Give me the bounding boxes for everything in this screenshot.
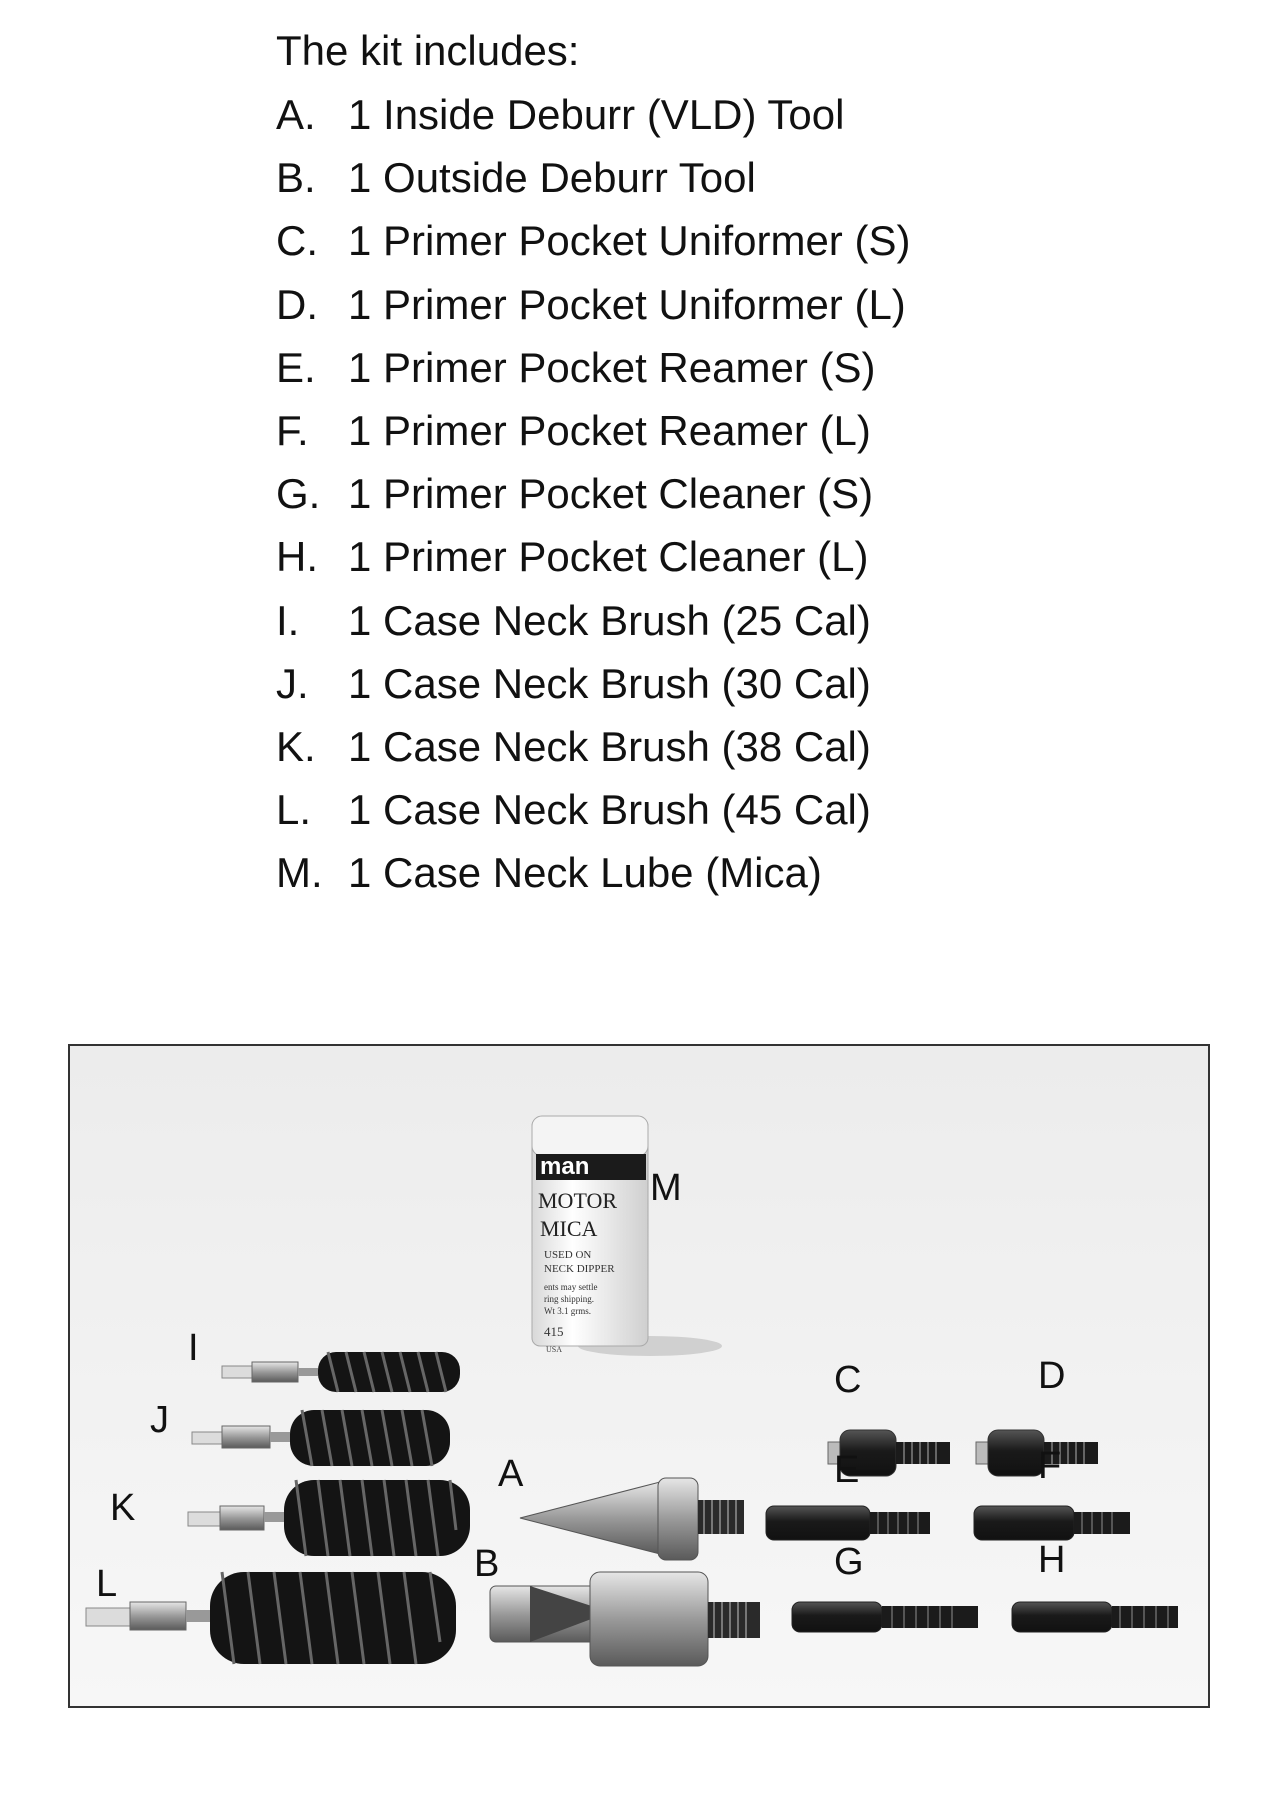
jar-label-line8: 415 <box>544 1324 564 1339</box>
kit-photo <box>68 1044 1210 1708</box>
jar-label-line3: USED ON <box>544 1249 592 1261</box>
callout-g: G <box>834 1541 864 1583</box>
primer-pocket-cleaner-s <box>792 1602 978 1632</box>
kit-heading: The kit includes: <box>276 27 580 74</box>
list-item <box>276 343 910 406</box>
item-text: 1 Primer Pocket Cleaner (S) <box>348 470 874 518</box>
item-letter: E. <box>276 343 316 391</box>
list-item <box>276 280 910 343</box>
callout-b: B <box>474 1543 500 1585</box>
list-item <box>276 153 910 216</box>
item-letter: I. <box>276 596 300 644</box>
jar-label-line1: MOTOR <box>538 1188 618 1213</box>
jar-label-line4: NECK DIPPER <box>544 1263 615 1275</box>
jar-label-line7: Wt 3.1 grms. <box>544 1306 591 1316</box>
list-item <box>276 596 910 659</box>
item-letter: B. <box>276 154 316 202</box>
list-item <box>276 406 910 469</box>
item-letter: K. <box>276 722 316 770</box>
list-item <box>276 722 910 785</box>
list-item <box>276 785 910 848</box>
item-letter: H. <box>276 533 318 581</box>
item-letter: G. <box>276 470 321 518</box>
jar-label-line6: ring shipping. <box>544 1294 595 1304</box>
item-letter: C. <box>276 217 318 265</box>
list-item <box>276 848 910 911</box>
item-letter: A. <box>276 91 316 138</box>
callout-e: E <box>834 1449 860 1491</box>
list-item <box>276 469 910 532</box>
callout-f: F <box>1038 1445 1062 1487</box>
item-text: 1 Case Neck Lube (Mica) <box>348 849 822 897</box>
item-text: 1 Primer Pocket Reamer (S) <box>348 343 876 391</box>
parts-list <box>276 90 910 911</box>
callout-l: L <box>96 1563 118 1605</box>
callout-i: I <box>188 1327 199 1369</box>
item-text: 1 Outside Deburr Tool <box>348 154 756 202</box>
item-letter: D. <box>276 280 318 328</box>
list-item <box>276 659 910 722</box>
callout-m: M <box>650 1167 682 1209</box>
jar-brand: man <box>540 1153 590 1180</box>
callout-d: D <box>1038 1355 1066 1397</box>
primer-pocket-cleaner-h <box>1012 1602 1178 1632</box>
callout-a: A <box>498 1453 524 1495</box>
item-text: 1 Case Neck Brush (38 Cal) <box>348 722 871 770</box>
jar-label-line9: USA <box>546 1345 563 1354</box>
kit-photo-illustration <box>70 1046 1208 1706</box>
item-text: 1 Primer Pocket Cleaner (L) <box>348 533 869 581</box>
item-text: 1 Inside Deburr (VLD) Tool <box>348 91 845 138</box>
item-text: 1 Primer Pocket Uniformer (S) <box>348 217 911 265</box>
callout-c: C <box>834 1359 862 1401</box>
list-item <box>276 90 910 153</box>
callout-k: K <box>110 1487 136 1529</box>
callout-h: H <box>1038 1539 1066 1581</box>
callout-j: J <box>150 1399 169 1441</box>
item-letter: L. <box>276 786 312 834</box>
jar-label-line2: MICA <box>540 1216 598 1241</box>
item-letter: M. <box>276 849 323 897</box>
list-item <box>276 216 910 279</box>
item-text: 1 Primer Pocket Uniformer (L) <box>348 280 906 328</box>
item-text: 1 Case Neck Brush (30 Cal) <box>348 659 871 707</box>
list-item <box>276 532 910 595</box>
item-text: 1 Primer Pocket Reamer (L) <box>348 406 871 454</box>
item-letter: J. <box>276 659 309 707</box>
item-letter: F. <box>276 406 309 454</box>
jar-label-line5: ents may settle <box>544 1282 598 1292</box>
item-text: 1 Case Neck Brush (25 Cal) <box>348 596 871 644</box>
item-text: 1 Case Neck Brush (45 Cal) <box>348 786 871 834</box>
